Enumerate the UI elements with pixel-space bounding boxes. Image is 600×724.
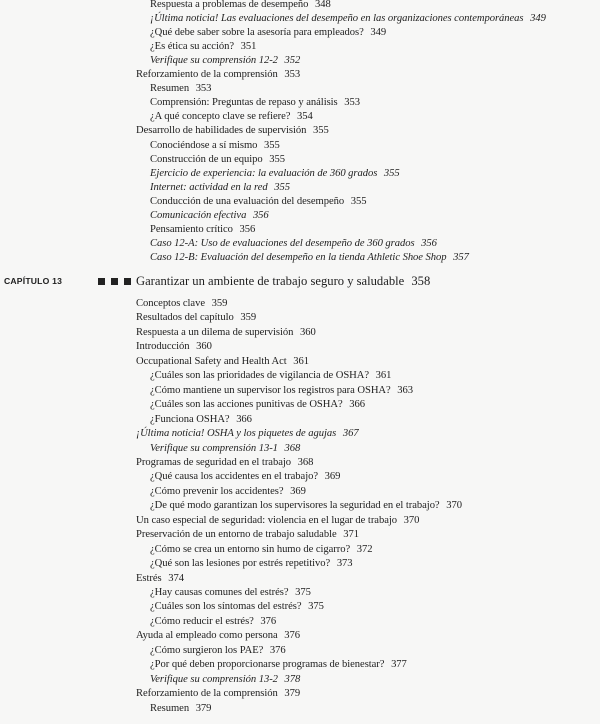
- toc-entry-title: Construcción de un equipo: [150, 153, 263, 165]
- toc-entry-page-number: 372: [356, 543, 373, 555]
- toc-entry-title: Caso 12-A: Uso de evaluaciones del desempeño de 360 grados: [150, 237, 415, 249]
- toc-entry: [150, 384, 413, 397]
- toc-entry-title: Verifique su comprensión 13-2: [150, 673, 278, 685]
- toc-entry-title: ¡Última noticia! OSHA y los piquetes de agujas: [136, 428, 337, 440]
- toc-entry-title: Comunicación efectiva: [150, 209, 247, 221]
- toc-entry-page-number: 379: [195, 702, 212, 714]
- toc-entry-page-number: 359: [240, 312, 257, 324]
- toc-entry-page-number: 378: [284, 673, 301, 685]
- toc-entry: [136, 572, 184, 585]
- toc-entry-title: Caso 12-B: Evaluación del desempeño en la tienda Athletic Shoe Shop: [150, 251, 447, 263]
- toc-entry-title: Reforzamiento de la comprensión: [136, 688, 278, 700]
- toc-entry-page-number: 352: [284, 55, 301, 67]
- toc-entry: [150, 658, 407, 671]
- toc-entry-title: Conceptos clave: [136, 298, 205, 309]
- toc-entry-page-number: 353: [284, 69, 301, 81]
- toc-entry-page-number: 355: [350, 195, 367, 207]
- toc-entry-page-number: 374: [168, 572, 184, 584]
- toc-entry-title: Verifique su comprensión 12-2: [150, 55, 278, 67]
- toc-entry: [136, 514, 419, 527]
- toc-entry-page-number: 368: [284, 442, 301, 454]
- toc-entry: [136, 528, 359, 541]
- toc-entry: [150, 543, 373, 556]
- toc-entry: [150, 181, 290, 194]
- toc-entry-title: ¿De qué modo garantizan los supervisores la seguridad en el trabajo?: [150, 500, 440, 512]
- toc-entry-page-number: 373: [336, 558, 353, 570]
- toc-entry-page-number: 375: [308, 601, 324, 613]
- toc-entry: [150, 499, 462, 512]
- chapter-label: CAPÍTULO 13: [4, 276, 63, 286]
- toc-entry: [150, 139, 280, 152]
- toc-entry-title: Resultados del capítulo: [136, 312, 234, 324]
- toc-entry-page-number: 355: [274, 181, 290, 193]
- toc-entry-page-number: 376: [260, 615, 277, 627]
- toc-entry: [150, 673, 300, 686]
- toc-entry-title: Pensamiento crítico: [150, 223, 233, 235]
- toc-entry-title: Ejercicio de experiencia: la evaluación de 360 grados: [150, 167, 378, 179]
- toc-entry-title: Desarrollo de habilidades de supervisión: [136, 125, 307, 137]
- toc-entry-page-number: 355: [383, 167, 400, 179]
- toc-entry-page-number: 368: [297, 456, 314, 468]
- toc-entry-page-number: 370: [446, 500, 462, 512]
- toc-entry-title: Comprensión: Preguntas de repaso y análisis: [150, 97, 338, 109]
- toc-entry: [150, 586, 311, 599]
- toc-entry: [136, 629, 300, 642]
- toc-entry-page-number: 355: [269, 153, 285, 165]
- toc-entry-page-number: 363: [397, 384, 414, 396]
- toc-entry: [150, 110, 313, 123]
- toc-entry: [150, 54, 300, 67]
- toc-entry-title: Internet: actividad en la red: [150, 181, 268, 193]
- toc-entry-title: ¿Es ética su acción?: [150, 41, 234, 53]
- toc-entry: [150, 557, 353, 570]
- toc-entry-title: Conociéndose a sí mismo: [150, 139, 258, 151]
- toc-entry-page-number: 359: [211, 298, 228, 309]
- toc-entry: [150, 615, 276, 628]
- toc-entry: [136, 124, 329, 137]
- toc-entry: [150, 485, 306, 498]
- toc-entry: [150, 442, 300, 455]
- toc-entry: [150, 369, 391, 382]
- toc-entry-page-number: 377: [391, 659, 407, 671]
- toc-entry-page-number: 355: [264, 139, 280, 151]
- toc-entry-page-number: 353: [344, 97, 360, 109]
- toc-entry-page-number: 360: [196, 341, 212, 353]
- toc-entry-page-number: 356: [239, 223, 256, 235]
- toc-entry-page-number: 375: [295, 587, 311, 598]
- toc-entry-title: ¿Cuáles son los síntomas del estrés?: [150, 601, 302, 613]
- toc-entry-page-number: 355: [313, 125, 329, 137]
- toc-entry-page-number: 376: [269, 644, 286, 656]
- toc-entry-title: ¿Funciona OSHA?: [150, 413, 230, 425]
- toc-entry: [150, 398, 365, 411]
- toc-entry: [150, 96, 360, 109]
- toc-entry-title: ¿Cuáles son las prioridades de vigilancia de OSHA?: [150, 370, 370, 382]
- toc-entry: [150, 237, 437, 250]
- toc-entry: [150, 82, 211, 95]
- toc-entry-title: Conducción de una evaluación del desempeño: [150, 195, 345, 207]
- toc-entry: [150, 413, 252, 426]
- toc-entry: [136, 68, 300, 81]
- toc-entry-title: Occupational Safety and Health Act: [136, 355, 287, 367]
- toc-entry: [150, 40, 256, 53]
- square-bullet-icon: [111, 278, 118, 285]
- toc-entry-title: ¿Por qué deben proporcionarse programas de bienestar?: [150, 659, 385, 671]
- toc-entry-title: Respuesta a problemas de desempeño: [150, 0, 309, 10]
- toc-entry: [136, 355, 309, 368]
- toc-entry: [150, 153, 285, 166]
- toc-entry: [150, 702, 211, 715]
- toc-entry-title: ¿Cómo reducir el estrés?: [150, 615, 254, 627]
- toc-entry-page-number: 367: [342, 428, 359, 440]
- toc-entry-page-number: 369: [290, 485, 306, 497]
- toc-entry: [150, 195, 366, 208]
- toc-entry-title: ¿Qué son las lesiones por estrés repetitivo?: [150, 558, 331, 570]
- toc-entry-title: Resumen: [150, 83, 190, 95]
- toc-entry-page-number: 370: [403, 514, 420, 526]
- toc-entry-page-number: 361: [293, 355, 310, 367]
- square-bullet-icon: [124, 278, 131, 285]
- toc-entry-page-number: 349: [530, 13, 546, 25]
- toc-entry: [150, 12, 546, 25]
- toc-entry-title: Estrés: [136, 572, 162, 584]
- toc-entry: [150, 470, 340, 483]
- toc-entry: [136, 456, 313, 469]
- toc-entry-page-number: 353: [195, 83, 212, 95]
- toc-entry-title: Preservación de un entorno de trabajo saludable: [136, 529, 337, 541]
- chapter-heading: [0, 274, 600, 290]
- toc-entry: [150, 644, 286, 657]
- chapter-page-number: 358: [411, 274, 431, 288]
- toc-entry-title: Programas de seguridad en el trabajo: [136, 456, 291, 468]
- toc-entry-title: ¿Qué debe saber sobre la asesoría para empleados?: [150, 27, 364, 39]
- toc-entry-page-number: 379: [284, 688, 301, 700]
- toc-entry-page-number: 351: [240, 41, 257, 53]
- toc-entry: [136, 687, 300, 700]
- toc-entry-page-number: 360: [299, 326, 316, 338]
- toc-entry-page-number: 349: [370, 27, 387, 39]
- toc-entry-title: Ayuda al empleado como persona: [136, 630, 278, 642]
- toc-entry-page-number: 361: [375, 370, 392, 382]
- toc-entry-title: ¡Última noticia! Las evaluaciones del desempeño en las organizaciones contemporáneas: [150, 13, 524, 25]
- toc-entry: [150, 0, 331, 11]
- square-bullet-icon: [98, 278, 105, 285]
- toc-entry-title: ¿A qué concepto clave se refiere?: [150, 111, 291, 123]
- toc-entry-page-number: 371: [343, 529, 359, 541]
- toc-entry-title: ¿Qué causa los accidentes en el trabajo?: [150, 471, 319, 483]
- toc-entry-page-number: 366: [349, 399, 365, 411]
- toc-entry-page-number: 354: [297, 111, 313, 123]
- toc-entry-title: Verifique su comprensión 13-1: [150, 442, 278, 454]
- toc-entry: [136, 311, 256, 324]
- toc-entry-page-number: 357: [453, 251, 469, 263]
- toc-entry-title: ¿Cómo se crea un entorno sin humo de cigarro?: [150, 543, 351, 555]
- toc-entry-page-number: 356: [421, 237, 437, 249]
- toc-entry: [150, 223, 255, 236]
- toc-entry: [150, 26, 386, 39]
- toc-entry: [136, 297, 227, 310]
- toc-entry-title: Reforzamiento de la comprensión: [136, 69, 278, 81]
- toc-entry-title: Introducción: [136, 341, 190, 353]
- toc-entry: [136, 340, 212, 353]
- toc-entry-title: Resumen: [150, 702, 190, 714]
- chapter-title-text: Garantizar un ambiente de trabajo seguro y saludable: [136, 274, 405, 288]
- chapter-title: [136, 274, 430, 289]
- toc-entry: [150, 600, 324, 613]
- toc-entry-page-number: 356: [252, 209, 269, 221]
- toc-entry-title: ¿Cuáles son las acciones punitivas de OSHA?: [150, 399, 343, 411]
- toc-entry-title: ¿Hay causas comunes del estrés?: [150, 587, 289, 598]
- toc-entry-page-number: 366: [236, 413, 252, 425]
- toc-entry: [150, 251, 469, 264]
- toc-entry-title: ¿Cómo prevenir los accidentes?: [150, 485, 284, 497]
- toc-entry-title: ¿Cómo mantiene un supervisor los registros para OSHA?: [150, 384, 391, 396]
- toc-entry: [150, 209, 269, 222]
- toc-entry: [150, 167, 400, 180]
- toc-entry: [136, 427, 359, 440]
- toc-entry: [136, 326, 316, 339]
- toc-entry-page-number: 369: [324, 471, 341, 483]
- toc-entry-page-number: 348: [314, 0, 331, 10]
- toc-entry-title: Un caso especial de seguridad: violencia en el lugar de trabajo: [136, 514, 397, 526]
- toc-entry-page-number: 376: [284, 630, 301, 642]
- toc-entry-title: Respuesta a un dilema de supervisión: [136, 326, 294, 338]
- toc-entry-title: ¿Cómo surgieron los PAE?: [150, 644, 264, 656]
